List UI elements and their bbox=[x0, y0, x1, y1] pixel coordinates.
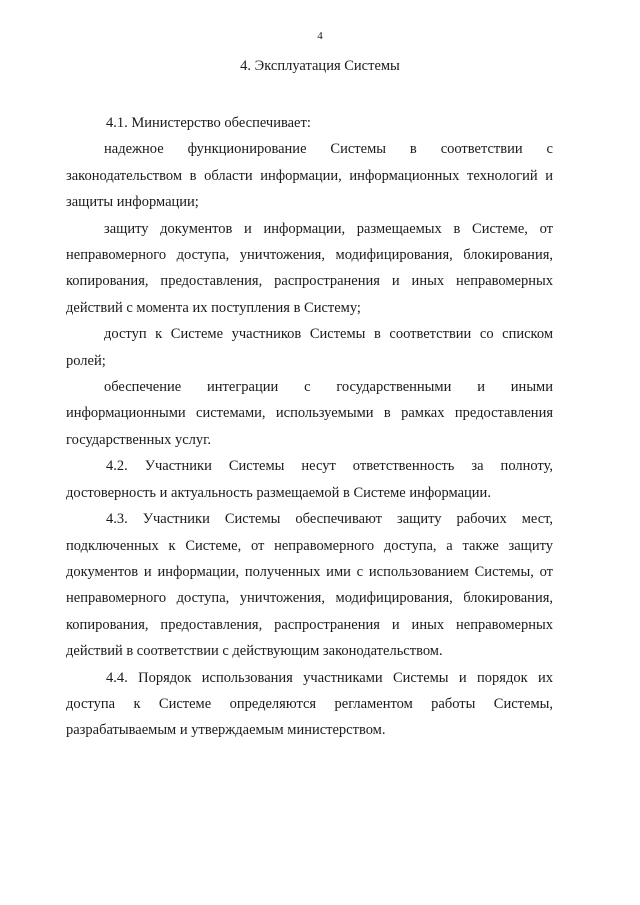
list-item: защиту документов и информации, размещаемых в Системе, от неправомерного доступа, уничтожения, модифицирования, блокирования, копирования, предоставления, распространения и иных неправомерных действий с момента их поступления в Систему; bbox=[66, 220, 553, 316]
clause-4-2: 4.2. Участники Системы несут ответственность за полноту, достоверность и актуальность размещаемой в Системе информации. bbox=[66, 458, 553, 501]
clause-4-1-intro: 4.1. Министерство обеспечивает: bbox=[106, 115, 311, 131]
section-body bbox=[66, 110, 553, 744]
clause-4-4: 4.4. Порядок использования участниками Системы и порядок их доступа к Системе определяются регламентом работы Системы, разрабатываемым и утверждаемым министерством. bbox=[66, 669, 553, 739]
list-item: надежное функционирование Системы в соответствии с законодательством в области информации, информационных технологий и защиты информации; bbox=[66, 141, 553, 211]
clause-4-3: 4.3. Участники Системы обеспечивают защиту рабочих мест, подключенных к Системе, от неправомерного доступа, а также защиту документов и информации, полученных ими с использованием Системы, от неправомерного доступа, уничтожения, модифицирования, блокирования, копирования, предоставления, распространения и иных неправомерных действий в соответствии с действующим законодательством. bbox=[66, 511, 553, 660]
page-number: 4 bbox=[317, 30, 323, 42]
list-item: доступ к Системе участников Системы в соответствии со списком ролей; bbox=[66, 326, 553, 369]
list-item: обеспечение интеграции с государственными и иными информационными системами, используемыми в рамках предоставления государственных услуг. bbox=[66, 379, 553, 448]
section-title: 4. Эксплуатация Системы bbox=[240, 58, 400, 74]
